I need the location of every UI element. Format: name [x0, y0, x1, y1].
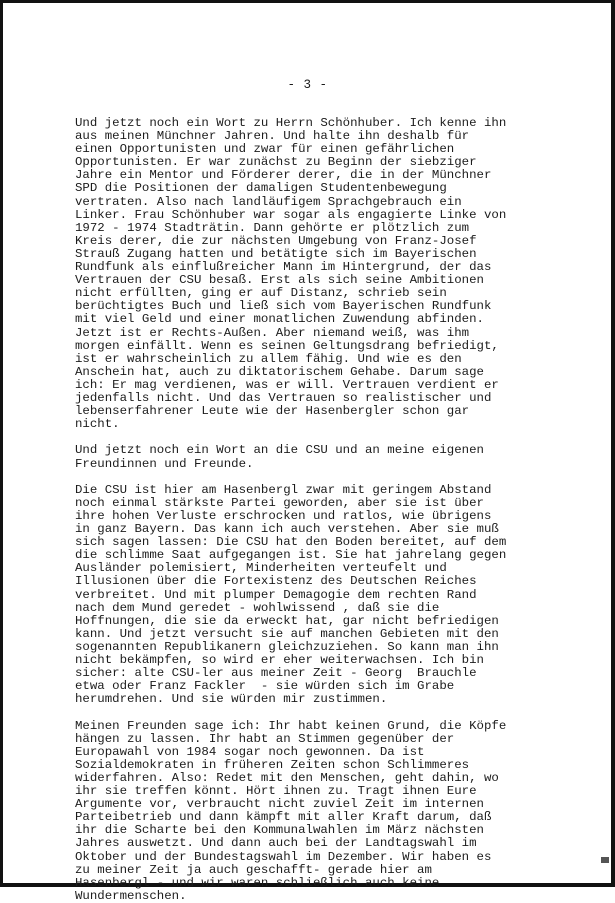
text-line: Und jetzt noch ein Wort zu Herrn Schönhuber. Ich kenne ihn: [75, 116, 507, 130]
text-line: Freundinnen und Freunde.: [75, 456, 254, 471]
text-line: Europawahl von 1984 sogar noch gewonnen. Da ist: [75, 744, 425, 759]
text-line: ihr die Scharte bei den Kommunalwahlen im März nächsten: [75, 823, 484, 838]
text-line: mit viel Geld und einer monatlichen Zuwendung abfinden.: [75, 312, 484, 327]
scan-mark: [601, 857, 609, 863]
text-line: hängen zu lassen. Ihr habt an Stimmen gegenüber der: [75, 731, 455, 746]
text-line: Oktober und der Bundestagswahl im Dezember. Wir haben es: [75, 849, 492, 864]
text-line: Die CSU ist hier am Hasenbergl zwar mit geringem Abstand: [75, 482, 492, 497]
paragraph-gap: [75, 706, 555, 719]
scan-border-top: [0, 0, 615, 3]
text-line: Jahre ein Mentor und Förderer derer, die in der Münchner: [75, 168, 492, 183]
text-line: herumdrehen. Und sie würden mir zustimmen.: [75, 692, 388, 707]
text-line: ihr sie treffen könnt. Hört ihnen zu. Tragt ihnen Eure: [75, 784, 477, 799]
text-line: Sozialdemokraten in früheren Zeiten schon Schlimmeres: [75, 757, 470, 772]
text-line: noch einmal stärkste Partei geworden, aber sie ist über: [75, 495, 484, 510]
text-line: sicher: alte CSU-ler aus meiner Zeit - Georg Brauchle: [75, 666, 477, 681]
text-line: Wundermenschen.: [75, 888, 187, 903]
scan-border-right: [611, 0, 615, 887]
page-number: - 3 -: [287, 78, 328, 92]
text-line: Parteibetrieb und dann kämpft mit aller Kraft darum, daß: [75, 810, 492, 825]
text-line: ihre hohen Verluste erschrocken und ratlos, wie übrigens: [75, 509, 492, 523]
text-line: einen Opportunisten und zwar für einen gefährlichen: [75, 142, 455, 157]
text-line: nicht bekämpfen, so wird er eher weiterwachsen. Ich bin: [75, 653, 484, 668]
paragraph: [75, 444, 555, 470]
text-line: die schlimme Saat aufgegangen ist. Sie hat jahrelang gegen: [75, 548, 507, 563]
text-line: SPD die Positionen der damaligen Studentenbewegung: [75, 181, 447, 196]
paragraph: [75, 117, 555, 431]
text-line: Strauß Zugang hatten und betätigte sich im Bayerischen: [75, 246, 477, 261]
text-line: etwa oder Franz Fackler - sie würden sich im Grabe: [75, 679, 455, 694]
text-line: sogenannten Republikanern gleichzuziehen. So kann man ihn: [75, 639, 499, 654]
text-line: Meinen Freunden sage ich: Ihr habt keinen Grund, die Köpfe: [75, 718, 507, 733]
text-line: jedenfalls nicht. Und das Vertrauen so realistischer und: [75, 390, 492, 405]
text-line: nicht.: [75, 417, 120, 432]
text-line: Jahres auswetzt. Und dann auch bei der Landtagswahl im: [75, 836, 477, 851]
text-line: Rundfunk als einflußreicher Mann im Hintergrund, der das: [75, 260, 492, 275]
text-line: kann. Und jetzt versucht sie auf manchen Gebieten mit den: [75, 626, 499, 641]
text-line: berüchtigtes Buch und ließ sich vom Bayerischen Rundfunk: [75, 299, 492, 314]
paragraph: [75, 484, 555, 707]
text-line: lebenserfahrener Leute wie der Hasenbergler schon gar: [75, 404, 470, 419]
text-line: morgen einfällt. Wenn es seinen Geltungsdrang befriedigt,: [75, 338, 499, 353]
text-line: Jetzt ist er Rechts-Außen. Aber niemand weiß, was ihm: [75, 325, 470, 340]
text-line: Ausländer polemisiert, Minderheiten verteufelt und: [75, 561, 447, 576]
text-line: nach dem Mund geredet - wohlwissend , daß sie die: [75, 600, 440, 615]
text-line: in ganz Bayern. Das kann ich auch verstehen. Aber sie muß: [75, 522, 499, 537]
text-line: Argumente vor, verbraucht nicht zuviel Zeit im internen: [75, 797, 484, 812]
text-line: sich sagen lassen: Die CSU hat den Boden bereitet, auf dem: [75, 535, 507, 550]
document-body: [75, 117, 555, 903]
text-line: Kreis derer, die zur nächsten Umgebung von Franz-Josef: [75, 233, 477, 248]
text-line: nicht erfüllten, ging er auf Distanz, schrieb sein: [75, 286, 447, 301]
text-line: widerfahren. Also: Redet mit den Menschen, geht dahin, wo: [75, 770, 499, 785]
text-line: Vertrauen der CSU besaß. Erst als sich seine Ambitionen: [75, 273, 484, 288]
text-line: ist er wahrscheinlich zu allem fähig. Und wie es den: [75, 351, 462, 366]
text-line: Illusionen über die Fortexistenz des Deutschen Reiches: [75, 574, 477, 589]
text-line: ich: Er mag verdienen, was er will. Vertrauen verdient er: [75, 377, 499, 392]
text-line: Linker. Frau Schönhuber war sogar als engagierte Linke von: [75, 207, 507, 222]
paragraph-gap: [75, 471, 555, 484]
text-line: 1972 - 1974 Stadträtin. Dann gehörte er plötzlich zum: [75, 220, 470, 235]
text-line: Opportunisten. Er war zunächst zu Beginn der siebziger: [75, 155, 477, 170]
text-line: vertraten. Also nach landläufigem Sprachgebrauch ein: [75, 194, 462, 209]
text-line: aus meinen Münchner Jahren. Und halte ihn deshalb für: [75, 129, 470, 144]
text-line: Hasenbergl - und wir waren schließlich auch keine: [75, 875, 440, 890]
text-line: Anschein hat, auch zu diktatorischem Gehabe. Darum sage: [75, 364, 484, 379]
scan-border-left: [0, 0, 3, 887]
text-line: Hoffnungen, die sie da erweckt hat, gar nicht befriedigen: [75, 613, 499, 628]
paragraph: [75, 720, 555, 903]
text-line: zu meiner Zeit ja auch geschafft- gerade hier am: [75, 862, 432, 877]
text-line: Und jetzt noch ein Wort an die CSU und an meine eigenen: [75, 443, 484, 458]
text-line: verbreitet. Und mit plumper Demagogie dem rechten Rand: [75, 587, 477, 602]
